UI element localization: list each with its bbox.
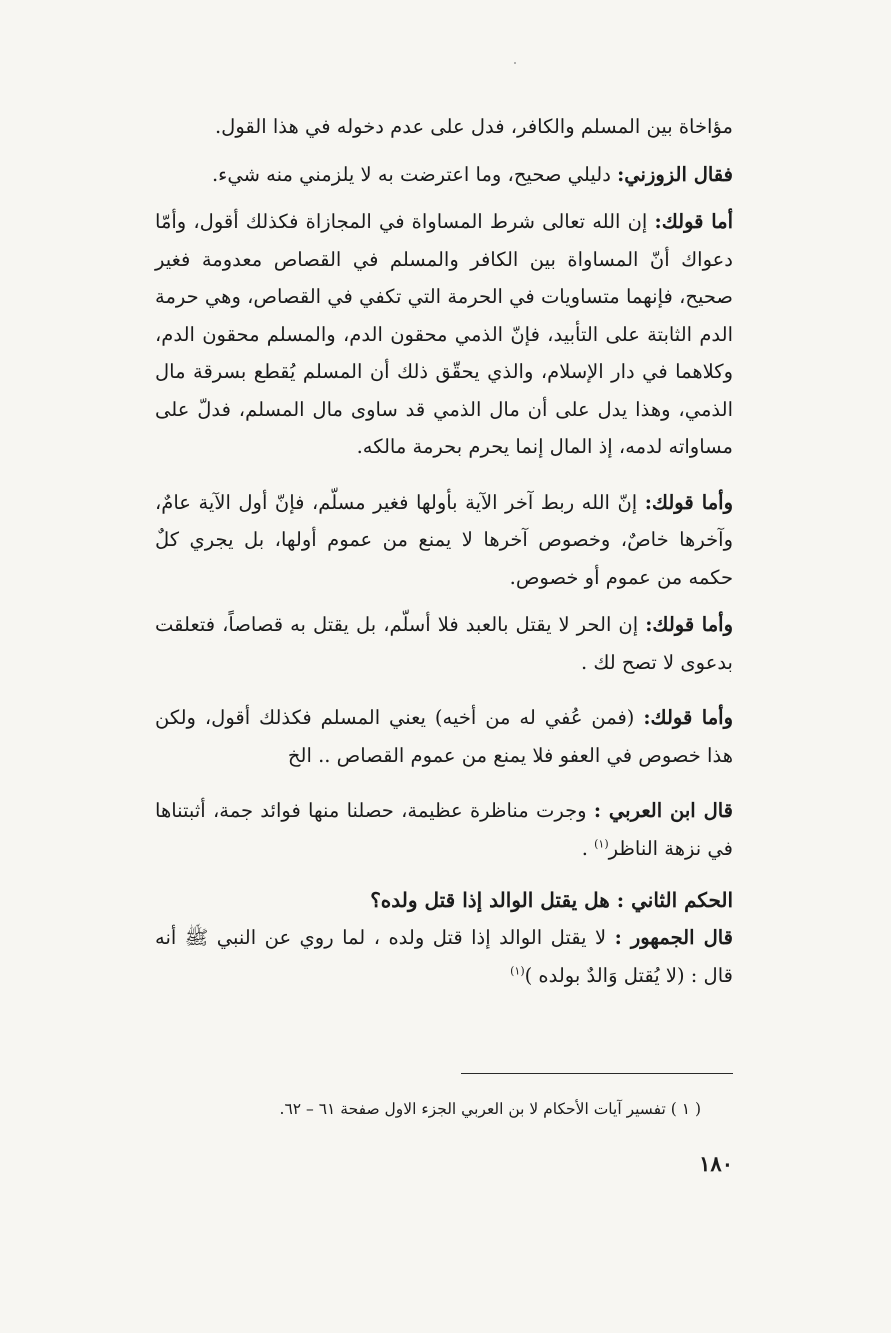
paragraph-lead: وأما قولك: — [644, 490, 733, 514]
paragraph-lead: أما قولك: — [654, 210, 734, 233]
footnote-reference[interactable]: (١) — [594, 837, 609, 850]
paragraph-pardon-argument — [155, 699, 733, 774]
paragraph-zawzani-reply — [155, 156, 733, 194]
paragraph-free-slave-argument — [155, 606, 733, 681]
paragraph-tail: . — [581, 836, 595, 860]
scan-speck — [514, 62, 516, 64]
section-heading: الحكم الثاني : هل يقتل الوالد إذا قتل ولده؟ — [370, 888, 733, 912]
paragraph-lead: قال الجمهور : — [614, 926, 733, 949]
paragraph-verse-argument — [155, 484, 733, 597]
footnote-reference[interactable]: (١) — [510, 964, 525, 977]
footnote-divider — [461, 1073, 733, 1074]
paragraph-lead: وأما قولك: — [643, 706, 733, 729]
paragraph-lead: وأما قولك: — [645, 613, 733, 636]
page-number: ١٨٠ — [699, 1151, 733, 1176]
footnote: ( ١ ) تفسير آيات الأحكام لا بن العربي الجزء الاول صفحة ٦١ – ٦٢. — [279, 1100, 701, 1118]
paragraph-text: (فمن عُفي له من أخيه) يعني المسلم فكذلك أقول، ولكن هذا خصوص في العفو فلا يمنع من عموم القصاص .. الخ — [155, 706, 733, 767]
page-body — [155, 108, 733, 994]
paragraph-text: إن الله تعالى شرط المساواة في المجازاة فكذلك أقول، وأمّا دعواك أنّ المساواة بين الكافر والمسلم في القصاص معدومة فغير صحيح، فإنهما متساويات في الحرمة التي تكفي في القصاص، وهي حرمة الدم الثابتة على التأبيد، فإنّ الذمي محقون الدم، والمسلم محقون الدم، وكلاهما في دار الإسلام، والذي يحقّق ذلك أن المسلم يُقطع بسرقة مال الذمي، وهذا يدل على أن مال الذمي قد ساوى مال المسلم، فدلّ على مساواته لدمه، إذ المال إنما يحرم بحرمة مالكه. — [155, 210, 733, 458]
paragraph-lead: فقال الزوزني: — [617, 162, 733, 186]
paragraph-text: إن الحر لا يقتل بالعبد فلا أسلّم، بل يقتل به قصاصاً، فتعلقت بدعوى لا تصح لك . — [155, 613, 733, 674]
paragraph-equality-argument — [155, 203, 733, 466]
paragraph-text: مؤاخاة بين المسلم والكافر، فدل على عدم دخوله في هذا القول. — [214, 115, 733, 138]
paragraph-continuation — [155, 108, 733, 146]
paragraph-majority-opinion — [155, 919, 733, 994]
paragraph-lead: قال ابن العربي : — [593, 799, 733, 822]
paragraph-ibn-al-arabi — [155, 792, 733, 867]
paragraph-text: وجرت مناظرة عظيمة، حصلنا منها فوائد جمة، أثبتناها في نزهة الناظر — [155, 799, 733, 860]
paragraph-text: لا يقتل الوالد إذا قتل ولده ، لما روي عن النبي ﷺ أنه قال : (لا يُقتل وَالدٌ بولده ) — [155, 926, 733, 987]
paragraph-text: دليلي صحيح، وما اعترضت به لا يلزمني منه شيء. — [211, 162, 618, 186]
paragraph-text: إنّ الله ربط آخر الآية بأولها فغير مسلّم، فإنّ أول الآية عامٌ، وآخرها خاصٌ، وخصوص آخرها لا يمنع من عموم أولها، بل يجري كلٌ حكمه من عموم أو خصوص. — [155, 490, 733, 589]
